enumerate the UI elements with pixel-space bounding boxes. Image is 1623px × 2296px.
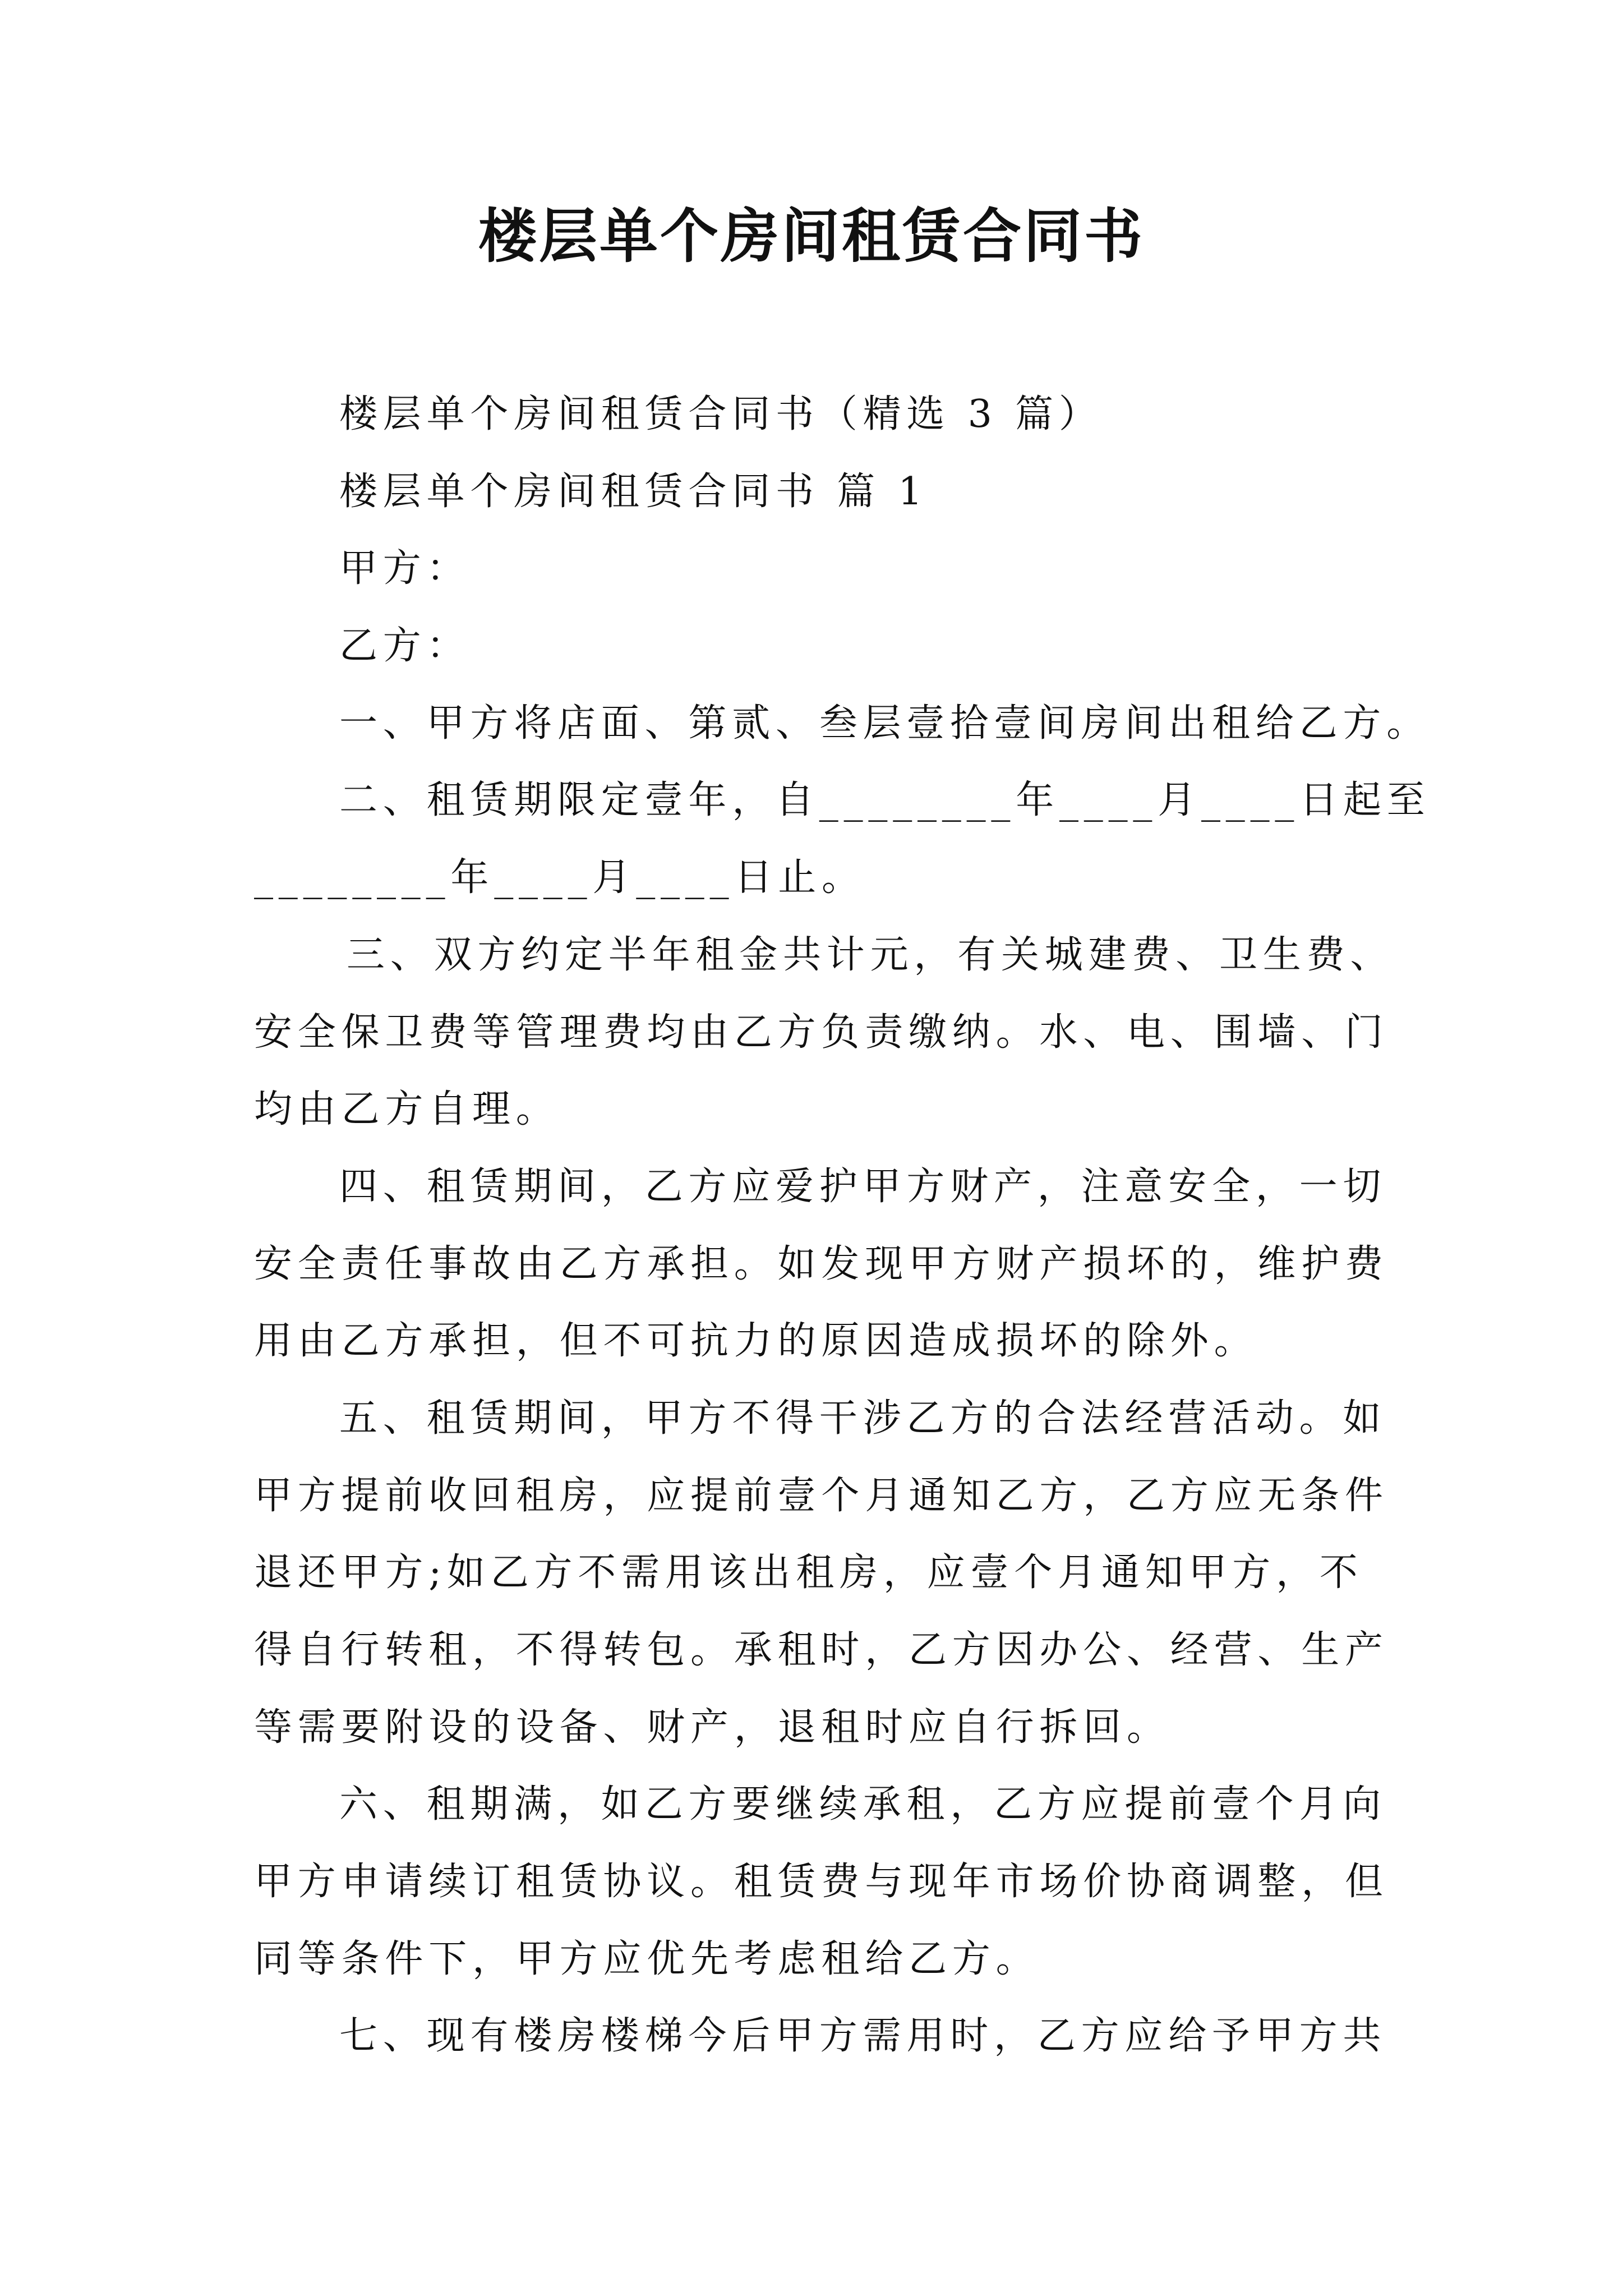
paragraph-line: 五、租赁期间，甲方不得干涉乙方的合法经营活动。如 [339, 1396, 1387, 1441]
paragraph-line: 二、租赁期限定壹年，自________年____月____日起至 [339, 778, 1431, 823]
paragraph-line: 楼层单个房间租赁合同书 篇 1 [339, 469, 928, 514]
paragraph-line: 同等条件下，甲方应优先考虑租给乙方。 [254, 1936, 1040, 1981]
paragraph-line: 六、租期满，如乙方要继续承租，乙方应提前壹个月向 [339, 1782, 1387, 1827]
paragraph-line: 甲方： [339, 546, 471, 591]
paragraph-line: 安全保卫费等管理费均由乙方负责缴纳。水、电、围墙、门 [254, 1010, 1389, 1055]
party-a-label [254, 530, 1544, 608]
clause-5 [254, 1380, 1544, 1766]
paragraph-section-heading [254, 453, 1544, 531]
paragraph-line: 等需要附设的设备、财产，退租时应自行拆回。 [254, 1705, 1170, 1750]
clause-4 [254, 1148, 1544, 1380]
paragraph-line: 均由乙方自理。 [254, 1087, 560, 1132]
paragraph-line: 甲方申请续订租赁协议。租赁费与现年市场价协商调整，但 [254, 1860, 1389, 1904]
clause-3 [254, 917, 1544, 1148]
clause-1 [254, 685, 1544, 762]
paragraph-line: 三、双方约定半年租金共计元，有关城建费、卫生费、 [347, 932, 1394, 977]
paragraph-line: 用由乙方承担，但不可抗力的原因造成损坏的除外。 [254, 1319, 1258, 1364]
clause-2 [254, 762, 1544, 916]
paragraph-line: ________年____月____日止。 [254, 855, 865, 900]
paragraph-line: 七、现有楼房楼梯今后甲方需用时，乙方应给予甲方共 [339, 2014, 1387, 2059]
paragraph-line: 一、甲方将店面、第贰、叁层壹拾壹间房间出租给乙方。 [339, 701, 1431, 746]
document-title: 楼层单个房间租赁合同书 [478, 201, 1145, 270]
clause-7 [254, 1998, 1544, 2075]
paragraph-line: 得自行转租，不得转包。承租时，乙方因办公、经营、生产 [254, 1628, 1389, 1672]
paragraph-collection-heading [254, 376, 1544, 453]
paragraph-line: 四、租赁期间，乙方应爱护甲方财产，注意安全，一切 [339, 1164, 1387, 1209]
clause-6 [254, 1766, 1544, 1998]
paragraph-line: 甲方提前收回租房，应提前壹个月通知乙方，乙方应无条件 [254, 1473, 1389, 1518]
party-b-label [254, 608, 1544, 685]
paragraph-line: 安全责任事故由乙方承担。如发现甲方财产损坏的，维护费 [254, 1241, 1389, 1286]
paragraph-line: 退还甲方;如乙方不需用该出租房，应壹个月通知甲方，不 [254, 1550, 1363, 1595]
document-body [254, 376, 1544, 2075]
paragraph-line: 楼层单个房间租赁合同书（精选 3 篇） [339, 392, 1103, 436]
paragraph-line: 乙方： [339, 624, 471, 669]
